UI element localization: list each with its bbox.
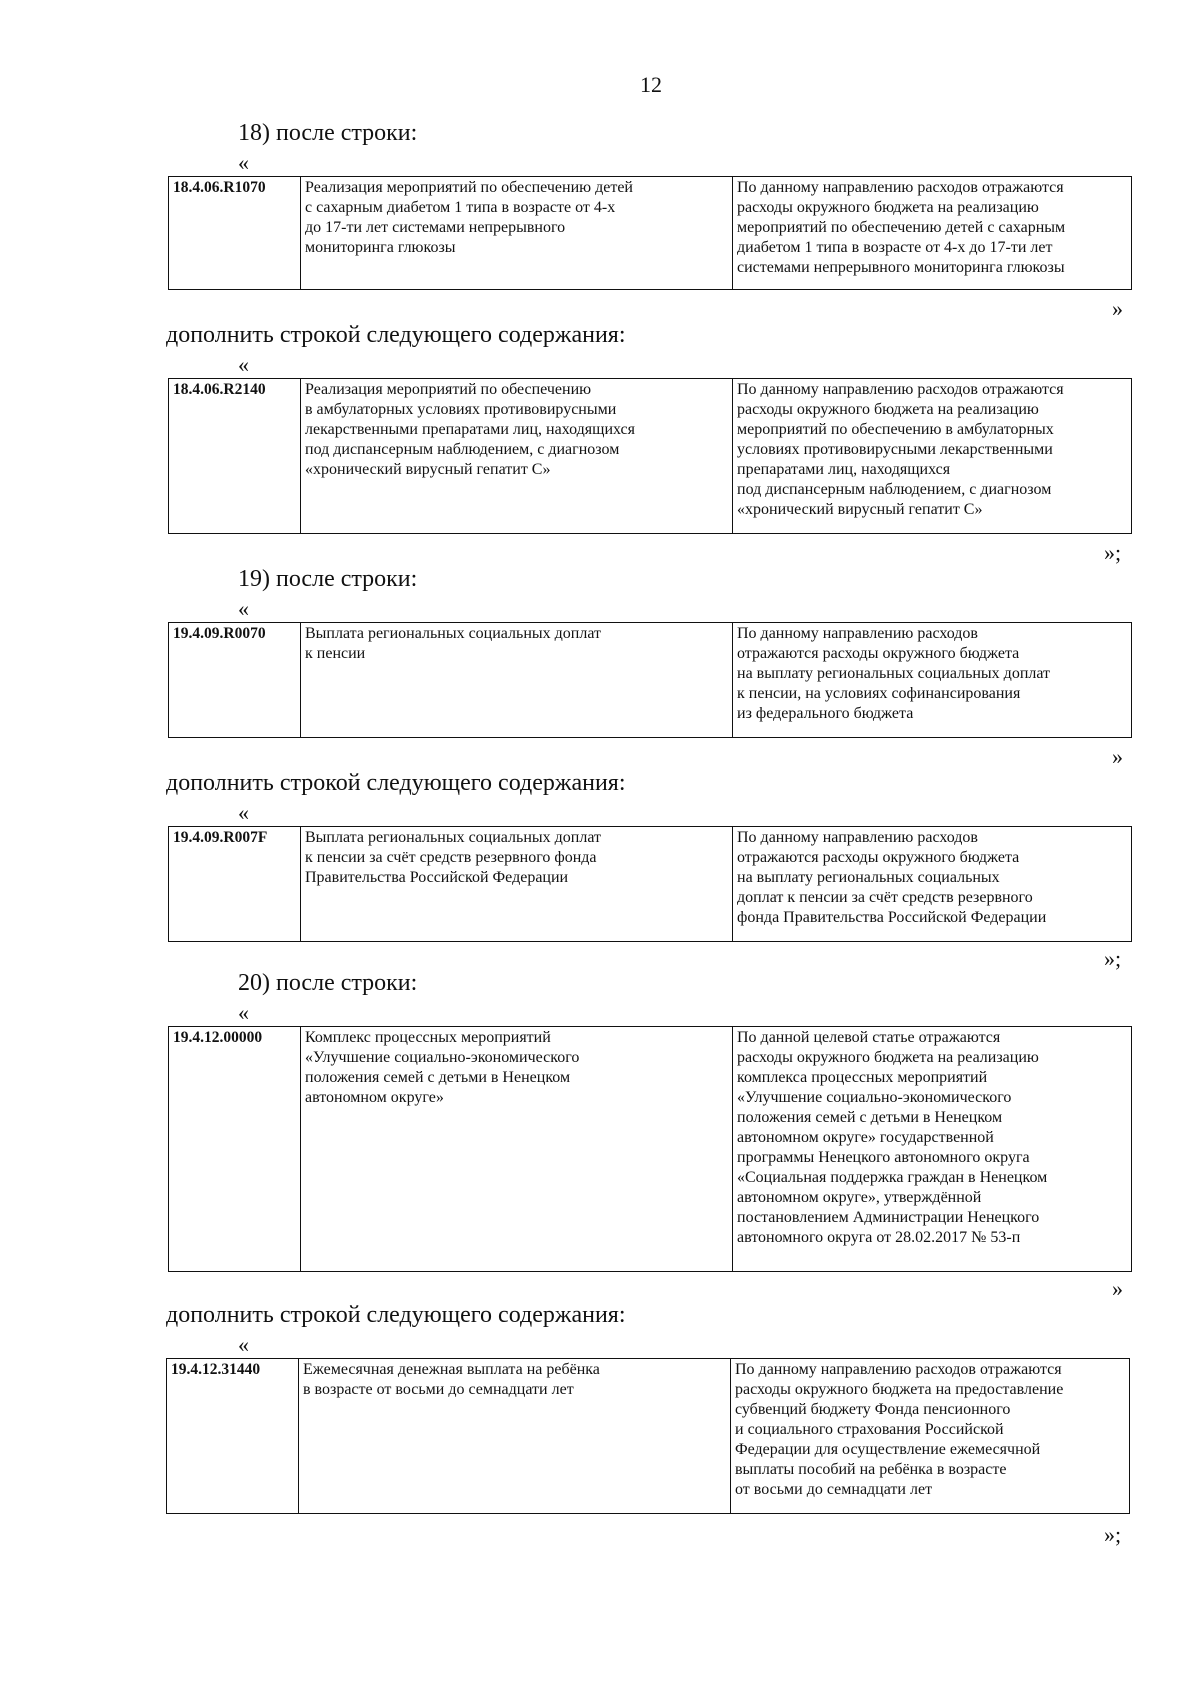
- added-row-19: [168, 826, 1132, 942]
- row-code: 19.4.12.00000: [169, 1027, 301, 1272]
- close-quote: »;: [1104, 1522, 1122, 1547]
- row-description: По данному направлению расходов отражаются расходы окружного бюджета на реализацию мероприятий по обеспечению в амбулаторных условиях противовирусными лекарственными препаратами лиц, находящихся под диспансерным наблюдением, с диагнозом «хронический вирусный гепатит С»: [733, 379, 1132, 534]
- add-row-label: дополнить строкой следующего содержания:: [166, 1302, 626, 1328]
- row-name: Выплата региональных социальных доплат к пенсии за счёт средств резервного фонда Правительства Российской Федерации: [301, 827, 733, 942]
- row-code: 18.4.06.R2140: [169, 379, 301, 534]
- row-name: Реализация мероприятий по обеспечению в амбулаторных условиях противовирусными лекарственными препаратами лиц, находящихся под диспансерным наблюдением, с диагнозом «хронический вирусный гепатит С»: [301, 379, 733, 534]
- open-quote: «: [238, 150, 249, 175]
- added-row-20: [166, 1358, 1130, 1514]
- row-description: По данному направлению расходов отражаются расходы окружного бюджета на выплату региональных социальных доплат к пенсии за счёт средств резервного фонда Правительства Российской Федерации: [733, 827, 1132, 942]
- row-name: Комплекс процессных мероприятий «Улучшение социально-экономического положения семей с детьми в Ненецком автономном округе»: [301, 1027, 733, 1272]
- row-description: По данному направлению расходов отражаются расходы окружного бюджета на предоставление субвенций бюджету Фонда пенсионного и социального страхования Российской Федерации для осуществление ежемесячной выплаты пособий на ребёнка в возрасте от восьми до семнадцати лет: [731, 1359, 1130, 1514]
- page-number: 12: [640, 72, 662, 97]
- close-quote: »;: [1104, 946, 1122, 971]
- close-quote: »;: [1104, 540, 1122, 565]
- row-name: Реализация мероприятий по обеспечению детей с сахарным диабетом 1 типа в возрасте от 4-х до 17-ти лет системами непрерывного мониторинга глюкозы: [301, 177, 733, 290]
- add-row-label: дополнить строкой следующего содержания:: [166, 322, 626, 348]
- add-row-label: дополнить строкой следующего содержания:: [166, 770, 626, 796]
- existing-row-19: [168, 622, 1132, 738]
- open-quote: «: [238, 1332, 249, 1357]
- close-quote: »: [1112, 744, 1123, 769]
- section-20-after-label: 20) после строки:: [238, 970, 418, 996]
- open-quote: «: [238, 1000, 249, 1025]
- open-quote: «: [238, 596, 249, 621]
- open-quote: «: [238, 800, 249, 825]
- row-description: По данной целевой статье отражаются расходы окружного бюджета на реализацию комплекса процессных мероприятий «Улучшение социально-экономического положения семей с детьми в Ненецком автономном округе» государственной программы Ненецкого автономного округа «Социальная поддержка граждан в Ненецком автономном округе», утверждённой постановлением Администрации Ненецкого автономного округа от 28.02.2017 № 53-п: [733, 1027, 1132, 1272]
- row-name: Выплата региональных социальных доплат к пенсии: [301, 623, 733, 738]
- row-code: 18.4.06.R1070: [169, 177, 301, 290]
- added-row-18: [168, 378, 1132, 534]
- section-19-after-label: 19) после строки:: [238, 566, 418, 592]
- row-code: 19.4.09.R007F: [169, 827, 301, 942]
- open-quote: «: [238, 352, 249, 377]
- row-description: По данному направлению расходов отражаются расходы окружного бюджета на реализацию мероприятий по обеспечению детей с сахарным диабетом 1 типа в возрасте от 4-х до 17-ти лет системами непрерывного мониторинга глюкозы: [733, 177, 1132, 290]
- row-code: 19.4.12.31440: [167, 1359, 299, 1514]
- row-name: Ежемесячная денежная выплата на ребёнка в возрасте от восьми до семнадцати лет: [299, 1359, 731, 1514]
- row-description: По данному направлению расходов отражаются расходы окружного бюджета на выплату региональных социальных доплат к пенсии, на условиях софинансирования из федерального бюджета: [733, 623, 1132, 738]
- close-quote: »: [1112, 296, 1123, 321]
- section-18-after-label: 18) после строки:: [238, 120, 418, 146]
- row-code: 19.4.09.R0070: [169, 623, 301, 738]
- existing-row-18: [168, 176, 1132, 290]
- close-quote: »: [1112, 1276, 1123, 1301]
- existing-row-20: [168, 1026, 1132, 1272]
